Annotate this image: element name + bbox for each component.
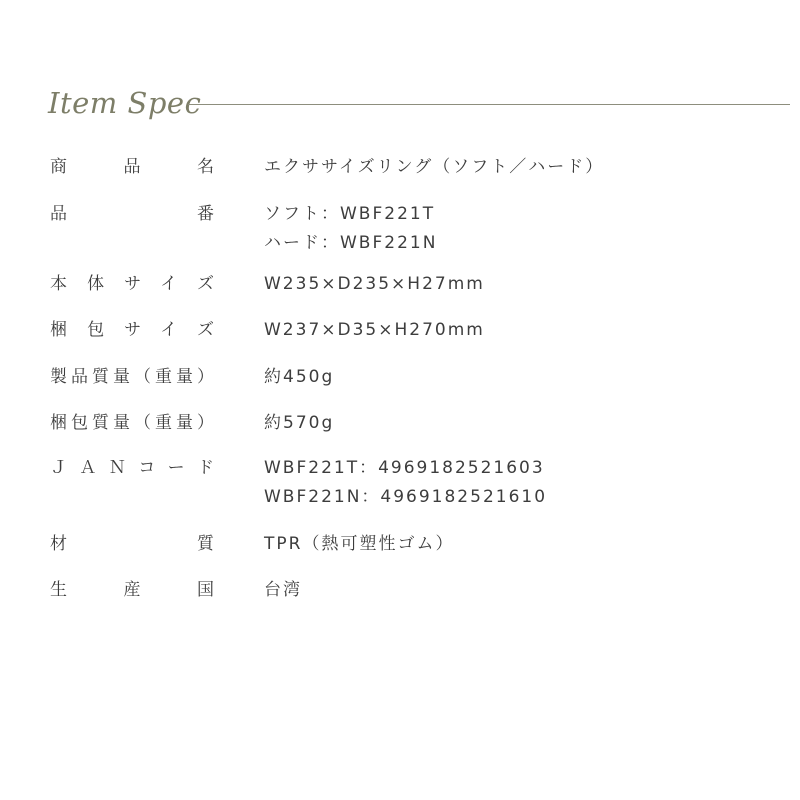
spec-value-package-weight — [264, 412, 764, 434]
spec-value-line: 約570g — [264, 413, 335, 433]
spec-value-line: WBF221T：4969182521603 — [264, 458, 545, 478]
spec-label-product-weight: 製品質量（重量） — [50, 367, 214, 387]
spec-value-line: W235×D235×H27mm — [264, 274, 485, 294]
spec-value-line: W237×D35×H270mm — [264, 320, 485, 340]
spec-value-model-number — [264, 203, 764, 254]
spec-value-line: ハード：WBF221N — [264, 233, 438, 253]
spec-label-jan-code: ＪＡＮコード — [50, 458, 214, 478]
spec-value-line: エクササイズリング（ソフト／ハード） — [264, 157, 605, 177]
spec-label-model-number: 品 番 — [50, 204, 214, 224]
spec-label-product-name: 商 品 名 — [50, 157, 214, 177]
spec-value-material — [264, 533, 764, 555]
spec-value-product-weight — [264, 366, 764, 388]
spec-value-product-name — [264, 156, 764, 178]
spec-value-body-size — [264, 273, 764, 295]
spec-label-package-weight: 梱包質量（重量） — [50, 413, 214, 433]
spec-value-line: ソフト：WBF221T — [264, 204, 436, 224]
spec-value-jan-code — [264, 457, 764, 508]
spec-label-country-of-origin: 生 産 国 — [50, 580, 214, 600]
spec-header — [48, 80, 790, 126]
spec-value-package-size — [264, 319, 764, 341]
spec-label-material: 材 質 — [50, 534, 214, 554]
spec-value-line: WBF221N：4969182521610 — [264, 487, 548, 507]
spec-value-line: 台湾 — [264, 580, 302, 600]
spec-value-line: 約450g — [264, 367, 335, 387]
spec-label-package-size: 梱包サイズ — [50, 320, 214, 340]
spec-label-body-size: 本体サイズ — [50, 274, 214, 294]
spec-value-country-of-origin — [264, 579, 764, 601]
spec-value-line: TPR（熱可塑性ゴム） — [264, 534, 455, 554]
section-title: Item Spec — [48, 86, 202, 120]
title-divider — [188, 104, 790, 105]
